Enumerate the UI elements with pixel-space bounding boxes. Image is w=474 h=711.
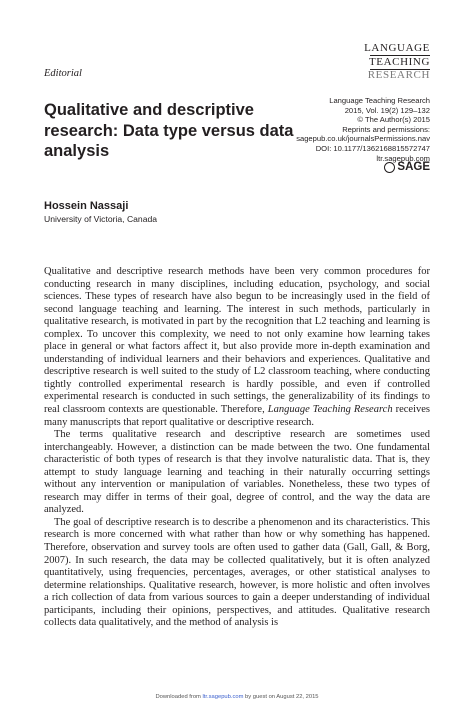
article-title: Qualitative and descriptive research: Data type versus data analysis bbox=[44, 101, 294, 160]
sage-logo-icon bbox=[384, 162, 395, 173]
author-name: Hossein Nassaji bbox=[44, 200, 129, 212]
meta-reprints: Reprints and permissions: bbox=[342, 124, 430, 134]
paragraph-3: The goal of descriptive research is to describe a phenomenon and its characteristics. This research is more concerned with what rather than how or why something has happened. Therefore, observation and survey tools are often used to gather data (Gall, Gall, & Borg, 2007). In such research, the data may be collected qualitatively, but it is often analyzed quantitatively, using frequencies, percentages, averages, or other statistical analyses to determine relationships. Qualitative research, however, is more holistic and often involves a rich collection of data from various sources to gain a deeper understanding of individual participants, including their opinions, perspectives, and attitudes. Qualitative research collects data qualitatively, and the method of analysis is bbox=[44, 516, 430, 629]
meta-journal: Language Teaching Research bbox=[329, 96, 430, 105]
paragraph-2: The terms qualitative research and descriptive research are sometimes used interchangeably. However, a distinction can be made between the two. One fundamental characteristic of both types of research is that they involve naturalistic data. That is, they attempt to study language learning and teaching in their naturally occurring settings without any intervention or manipulation of variables. Nonetheless, these two types of research may differ in terms of their goal, degree of control, and the way the data are analyzed. bbox=[44, 429, 430, 516]
journal-logo-line3: RESEARCH bbox=[367, 69, 430, 81]
meta-doi[interactable]: DOI: 10.1177/1362168815572747 bbox=[315, 143, 430, 153]
meta-permissions-link[interactable]: sagepub.co.uk/journalsPermissions.nav bbox=[296, 134, 430, 144]
article-body bbox=[44, 266, 430, 630]
sage-logo-text: SAGE bbox=[397, 161, 430, 173]
sage-logo bbox=[384, 161, 430, 173]
meta-volume: 2015, Vol. 19(2) 129–132 bbox=[344, 105, 430, 115]
journal-logo-line2: TEACHING bbox=[368, 56, 430, 68]
author-affiliation: University of Victoria, Canada bbox=[44, 214, 158, 224]
meta-site-link[interactable]: ltr.sagepub.com bbox=[376, 153, 430, 163]
paragraph-1: Qualitative and descriptive research methods have been very common procedures for conducting research in many disciplines, including education, psychology, and social sciences. These types of research have also begun to be increasingly used in the field of second language teaching and learning. The interest in such methods, particularly in qualitative research, is motivated in part by the recognition that L2 teaching and learning is complex. To uncover this complexity, we need to not only examine how learning takes place in general or what factors affect it, but also provide more in-depth examination and understanding of individual learners and their behaviors and experiences. Qualitative and descriptive research is well suited to the study of L2 classroom teaching, where conducting tightly controlled experimental research is hardly possible, and even if controlled experimental research is conducted in such settings, the generalizability of its findings to real classroom contexts are questionable. Therefore, Language Teaching Research receives many manuscripts that report qualitative or descriptive research. bbox=[44, 266, 430, 428]
footer-link[interactable]: ltr.sagepub.com bbox=[202, 694, 244, 700]
meta-copyright: © The Author(s) 2015 bbox=[357, 115, 430, 125]
article-meta bbox=[296, 96, 430, 163]
journal-name-italic: Language Teaching Research bbox=[267, 404, 393, 416]
journal-logo bbox=[364, 43, 430, 81]
section-label: Editorial bbox=[44, 68, 82, 79]
download-footer: Downloaded from ltr.sagepub.com by guest on August 22, 2015 bbox=[155, 694, 319, 700]
journal-logo-line1: LANGUAGE bbox=[364, 42, 430, 54]
